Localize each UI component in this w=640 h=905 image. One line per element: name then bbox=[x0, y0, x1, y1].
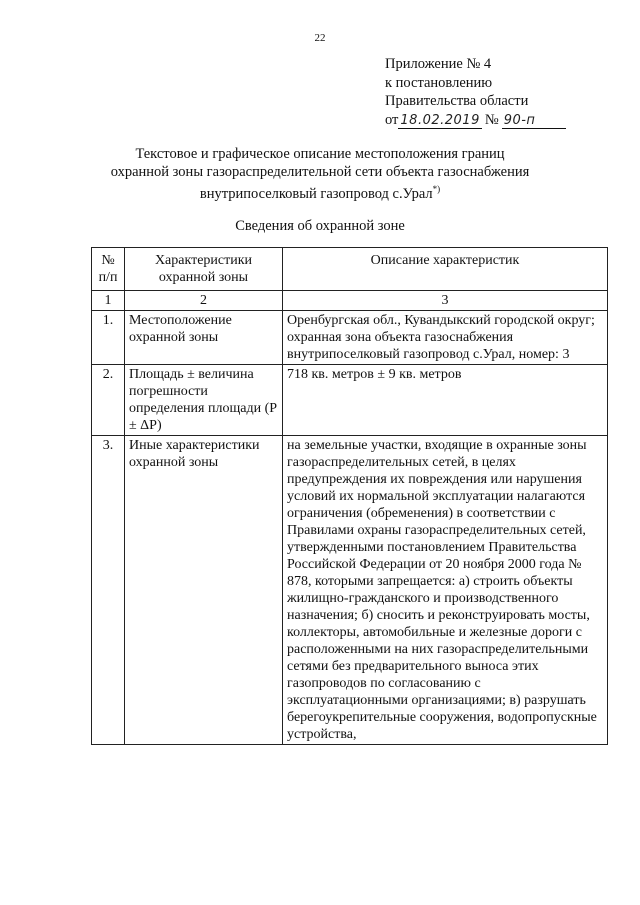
row-description: Оренбургская обл., Кувандыкский городской округ; охранная зона объекта газоснабжения внутрипоселковый газопровод с.Урал, номер: 3 bbox=[283, 311, 608, 365]
appendix-date-line bbox=[385, 111, 566, 130]
appendix-line-3: Правительства области bbox=[385, 93, 529, 109]
date-prefix: от bbox=[385, 111, 399, 128]
row-characteristic: Площадь ± величина погрешности определения площади (P ± ΔP) bbox=[125, 365, 283, 436]
document-title bbox=[0, 146, 640, 203]
row-number: 2. bbox=[92, 365, 125, 436]
row-number: 3. bbox=[92, 436, 125, 745]
column-number-row bbox=[92, 291, 608, 311]
table-header-row bbox=[92, 248, 608, 291]
section-subtitle: Сведения об охранной зоне bbox=[235, 218, 405, 234]
appendix-block bbox=[385, 55, 566, 129]
column-number: 2 bbox=[125, 291, 283, 311]
row-description: 718 кв. метров ± 9 кв. метров bbox=[283, 365, 608, 436]
protection-zone-table bbox=[91, 247, 608, 745]
row-number: 1. bbox=[92, 311, 125, 365]
appendix-line-2: к постановлению bbox=[385, 74, 493, 91]
header-number: № п/п bbox=[92, 248, 125, 291]
table-row bbox=[92, 311, 608, 365]
page-number: 22 bbox=[314, 32, 326, 44]
header-characteristic: Характеристики охранной зоны bbox=[125, 248, 283, 291]
number-prefix: № bbox=[484, 111, 499, 128]
title-line-3-text: внутрипоселковый газопровод с.Урал bbox=[199, 185, 433, 202]
appendix-line-1: Приложение № 4 bbox=[385, 56, 492, 72]
row-characteristic: Иные характеристики охранной зоны bbox=[125, 436, 283, 745]
handwritten-number: 90-п bbox=[502, 114, 566, 129]
table-row bbox=[92, 365, 608, 436]
table-row bbox=[92, 436, 608, 745]
row-characteristic: Местоположение охранной зоны bbox=[125, 311, 283, 365]
handwritten-date: 18.02.2019 bbox=[400, 112, 480, 128]
row-description: на земельные участки, входящие в охранные зоны газораспределительных сетей, в целях предупреждения их повреждения или нарушения условий их нормальной эксплуатации налагаются ограничения (обременения) в соответствии с Правилами охраны газораспределительных сетей, утвержденными постановлением Правительства Российской Федерации от 20 ноября 2000 года № 878, которыми запрещается: а) строить объекты жилищно-гражданского и производственного назначения; б) сносить и реконструировать мосты, коллекторы, автомобильные и железные дороги с расположенными на них газораспределительными сетями без предварительного выноса этих газопроводов по согласованию с эксплуатационными организациями; в) разрушать берегоукрепительные сооружения, водопропускные устройства, bbox=[283, 436, 608, 745]
title-line-2: охранной зоны газораспределительной сети объекта газоснабжения bbox=[110, 163, 530, 180]
header-description: Описание характеристик bbox=[283, 248, 608, 291]
column-number: 3 bbox=[283, 291, 608, 311]
column-number: 1 bbox=[92, 291, 125, 311]
title-line-1: Текстовое и графическое описание местоположения границ bbox=[135, 146, 505, 162]
footnote-mark: *) bbox=[432, 184, 441, 194]
title-line-3 bbox=[0, 181, 640, 203]
